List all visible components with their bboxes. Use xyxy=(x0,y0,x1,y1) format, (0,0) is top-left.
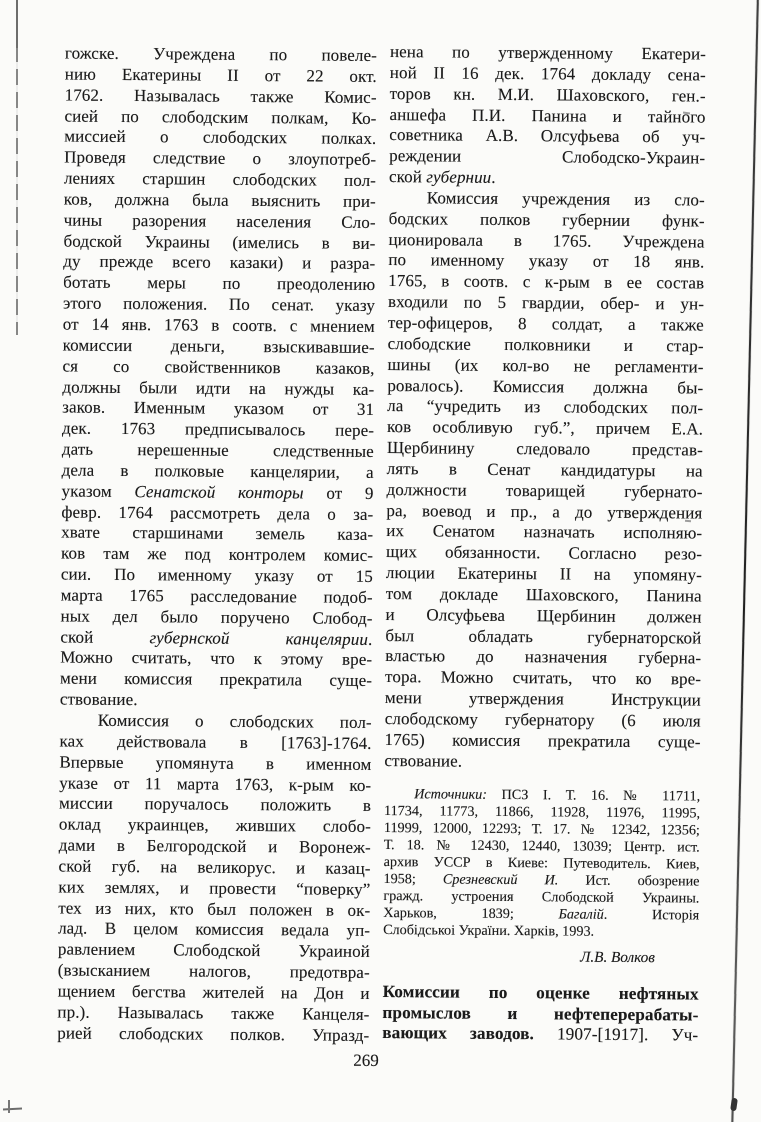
text-line: хвате старшинами земель каза- xyxy=(61,522,374,545)
text-line: от 14 янв. 1763 в соотв. с мнением xyxy=(62,314,375,336)
text-line: 1765) комиссия прекратила суще- xyxy=(384,729,701,752)
text-line: 1762. Называлась также Комис- xyxy=(64,85,377,107)
text-line: тер-офицеров, 8 солдат, а также xyxy=(387,313,704,335)
text-line: (взысканием налогов, предотвра- xyxy=(57,960,370,983)
text-line: Впервые упомянута в именном xyxy=(59,752,372,774)
right-column xyxy=(382,42,706,1046)
text-line: Щербинину следовало представ- xyxy=(386,438,703,460)
text-line: и Олсуфьева Щербинин должен xyxy=(385,604,702,627)
text-line: мени комиссия прекратила суще- xyxy=(59,668,373,691)
text-line: входили по 5 гвардии, обер- и ун- xyxy=(387,292,705,314)
text-line: Комиссия учреждения из сло- xyxy=(426,188,705,210)
text-line: дек. 1763 предписывалось пере- xyxy=(61,418,375,441)
text-line: торов кн. М.И. Шаховского, ген.- xyxy=(389,83,706,106)
text-line: мени утверждения Инструкции xyxy=(384,688,701,710)
text-line: лять в Сенат кандидатуры на xyxy=(386,458,703,481)
text-line: бодской Украины (имелись в ви- xyxy=(63,231,376,253)
text-line: слободские полковники и стар- xyxy=(387,333,704,356)
text-line: марта 1765 расследование подоб- xyxy=(60,585,373,607)
text-line: ках действовала в [1763]-1764. xyxy=(59,731,372,753)
text-line: ской губернии. xyxy=(388,167,496,187)
text-line: был обладать губернаторской xyxy=(385,625,702,648)
text-line: указе от 11 марта 1763, к-рым ко- xyxy=(59,773,372,795)
text-line: дами в Белгородской и Воронеж- xyxy=(58,835,371,857)
text-line: ла “учредить из слободских пол- xyxy=(387,396,704,418)
text-line: 1765, в соотв. с к-рым в ее состав xyxy=(388,271,705,293)
text-line: архив УССР в Киеве: Путеводитель. Киев, xyxy=(383,853,700,873)
text-line: тора. Можно считать, что ко вре- xyxy=(385,667,702,689)
text-line: сии. По именному указу от 15 xyxy=(60,564,373,587)
text-line: ствование. xyxy=(59,689,138,710)
text-line: лениях старшин слободских пол- xyxy=(63,168,377,191)
text-line: должности товарищей губернато- xyxy=(386,479,703,502)
text-line: рией слободских полков. Упразд- xyxy=(57,1023,370,1045)
text-line: ционировала в 1765. Учреждена xyxy=(388,229,705,252)
page-number: 269 xyxy=(353,1050,379,1071)
text-line: указом Сенатской конторы от 9 xyxy=(61,481,374,503)
text-line: оклад украинцев, живших слобо- xyxy=(58,814,371,837)
text-line: Источники: ПСЗ I. Т. 16. № 11711, xyxy=(414,785,701,805)
left-column xyxy=(57,44,377,1047)
text-line: ков, должна была выяснить при- xyxy=(63,189,376,211)
text-line: промыслов и нефтеперерабаты- xyxy=(382,1002,699,1025)
text-line: тех из них, кто был положен в ок- xyxy=(58,898,371,920)
text-line: нена по утвержденному Екатери- xyxy=(389,42,707,64)
article-body xyxy=(384,42,706,774)
text-line: ков особливую губ.”, причем Е.А. xyxy=(386,417,704,439)
text-line: Слобідськоі України. Харків, 1993. xyxy=(383,922,595,940)
text-line: Можно считать, что к этому вре- xyxy=(60,647,373,670)
text-line: ся со свойственников казаков, xyxy=(62,356,375,378)
text-line: февр. 1764 рассмотреть дела о за- xyxy=(61,502,374,524)
text-line: дать нерешенные следственные xyxy=(61,439,374,461)
sources-section xyxy=(383,786,700,942)
text-line: Т. 18. № 12430, 12440, 13039; Центр. ист. xyxy=(383,836,700,856)
text-line: заков. Именным указом от 31 xyxy=(62,397,375,420)
text-line: нию Екатерины II от 22 окт. xyxy=(64,64,377,86)
text-line: комиссии деньги, взыскивавшие- xyxy=(62,335,375,357)
text-line: 11734, 11773, 11866, 11928, 11976, 11995, xyxy=(383,802,701,822)
text-line: бодских полков губернии функ- xyxy=(388,208,705,231)
text-line: вающих заводов. 1907-[1917]. Уч- xyxy=(382,1023,699,1045)
text-line: ков там же под контролем комис- xyxy=(60,543,374,566)
text-line: Проведя следствие о злоупотреб- xyxy=(64,147,377,170)
text-line: ра, воевод и пр., а до утверждения xyxy=(386,500,703,523)
text-line: ких землях, и провести “поверку” xyxy=(58,877,371,899)
text-line: властью до назначения губерна- xyxy=(385,646,702,668)
text-line: миссии поручалось положить в xyxy=(59,793,372,816)
author-signature: Л.В. Волков xyxy=(580,948,655,967)
text-line: сией по слободским полкам, Ко- xyxy=(64,106,377,128)
text-line: должны были идти на нужды ка- xyxy=(62,376,375,399)
text-line: их Сенатом назначать исполняю- xyxy=(386,521,703,543)
text-line: пр.). Называлась также Канцеля- xyxy=(57,1002,370,1024)
text-line: 1958; Срезневский И. Ист. обозрение xyxy=(383,871,700,890)
text-line: дела в полковые канцелярии, а xyxy=(61,460,374,482)
text-line: аншефа П.И. Панина и тайного xyxy=(389,104,706,127)
text-line: ботать меры по преодолению xyxy=(63,272,376,295)
text-line: ровалось). Комиссия должна бы- xyxy=(387,375,704,398)
text-line: люции Екатерины II на упомяну- xyxy=(385,563,702,585)
text-line: реждении Слободско-Украин- xyxy=(389,146,706,168)
text-line: том докладе Шаховского, Панина xyxy=(385,583,702,606)
text-line: ду прежде всего казаки) и разра- xyxy=(63,251,376,274)
text-line: ствование. xyxy=(384,750,463,771)
text-line: чины разорения населения Сло- xyxy=(63,210,376,232)
next-entry-heading xyxy=(382,982,698,1046)
text-line: Харьков, 1839; Багалій. Исторія xyxy=(383,905,700,924)
text-line: слободскому губернатору (6 июля xyxy=(384,709,701,731)
text-line: равлением Слободской Украиной xyxy=(57,939,371,962)
text-line: лад. В целом комиссия ведала уп- xyxy=(58,918,371,941)
text-line: гожске. Учреждена по повеле- xyxy=(64,43,378,65)
text-line: гражд. устроения Слободской Украины. xyxy=(383,888,700,907)
text-line: ных дел было поручено Слобод- xyxy=(60,606,373,628)
text-line: этого положения. По сенат. указу xyxy=(62,293,376,316)
text-line: Комиссия о слободских пол- xyxy=(97,710,372,732)
text-line: Комиссии по оценке нефтяных xyxy=(382,982,699,1004)
text-line: ной II 16 дек. 1764 докладу сена- xyxy=(389,62,706,85)
text-line: ской губ. на великорус. и казац- xyxy=(58,856,371,878)
text-line: советника А.В. Олсуфьева об уч- xyxy=(389,125,706,147)
text-line: 11999, 12000, 12293; Т. 17. № 12342, 12356; xyxy=(383,819,700,839)
text-line: щением бегства жителей на Дон и xyxy=(57,981,370,1003)
text-line: шины (их кол-во не регламенти- xyxy=(387,354,704,377)
text-line: по именному указу от 18 янв. xyxy=(388,250,705,272)
text-line: ской губернской канцелярии. xyxy=(60,627,373,649)
text-line: миссией о слободских полках. xyxy=(64,126,377,149)
text-line: щих обязанности. Согласно резо- xyxy=(385,542,703,564)
